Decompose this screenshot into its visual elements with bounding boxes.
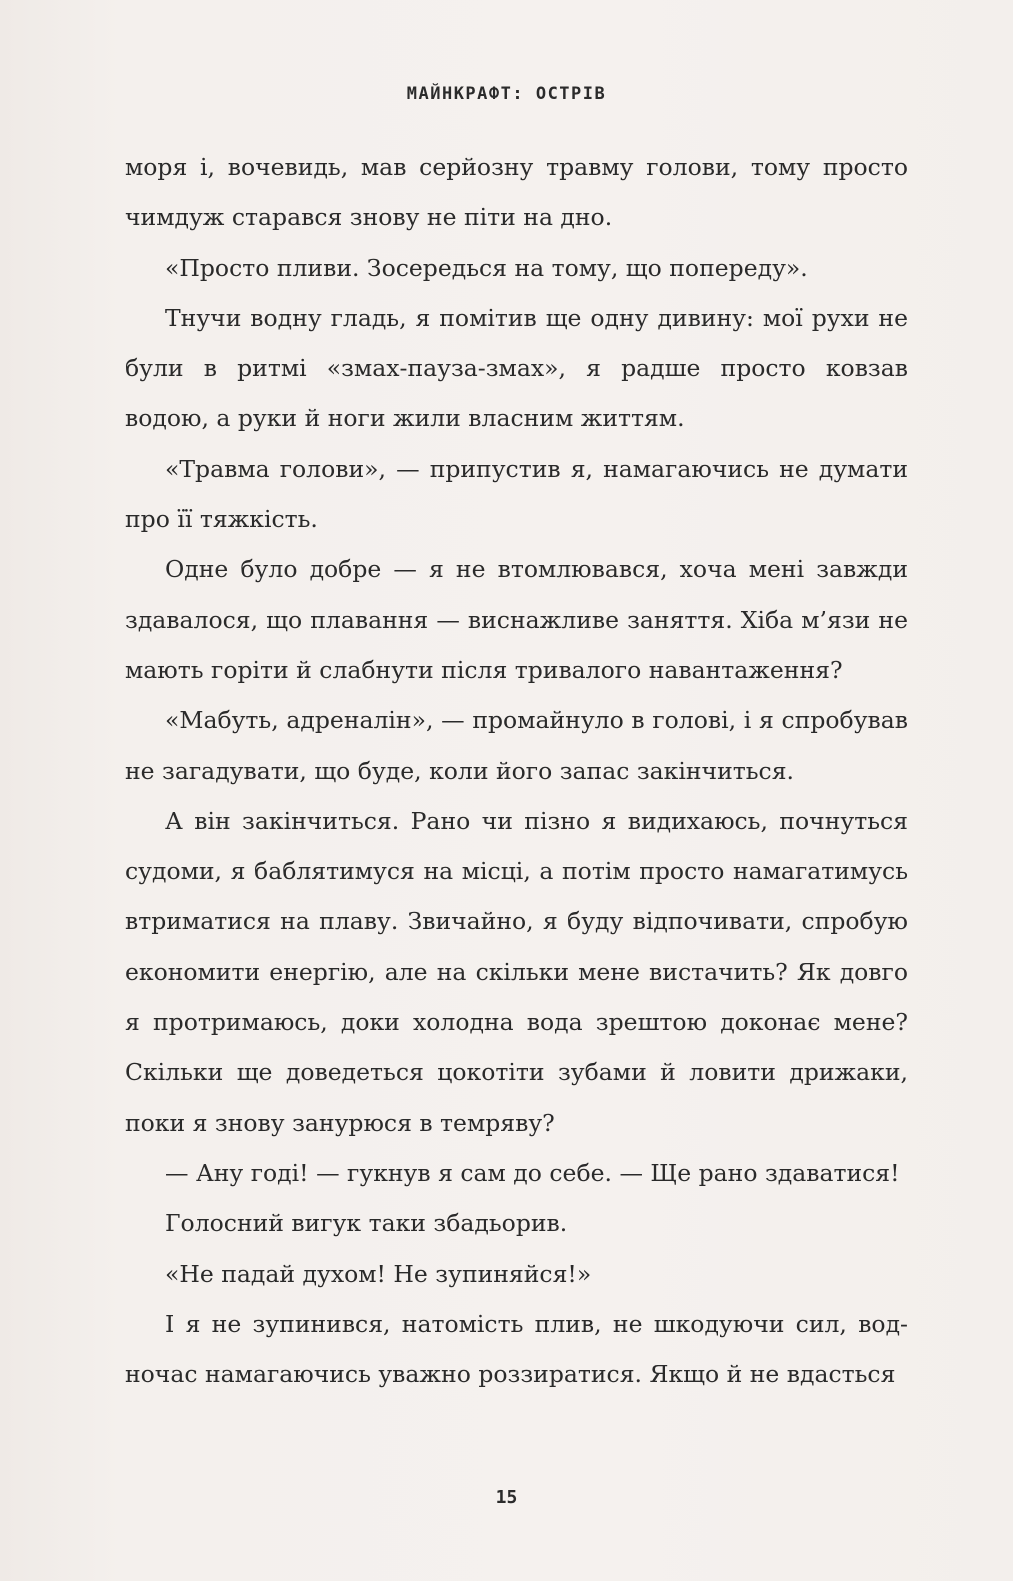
running-title: МАЙНКРАФТ: ОСТРІВ bbox=[406, 84, 607, 104]
paragraph-9: Голосний вигук таки збадьорив. bbox=[165, 1209, 568, 1238]
paragraph-3: Тнучи водну гладь, я помітив ще одну дивину: мої рухи не були в ритмі «змах-пауза-змах», я радше просто ковзав водою, а руки й ноги жили власним життям. bbox=[125, 303, 908, 433]
body-text bbox=[125, 142, 908, 1399]
paragraph-6: «Мабуть, адреналін», — промайнуло в голові, і я спробував не загадувати, що буде, коли його запас закінчиться. bbox=[125, 706, 908, 785]
page-number: 15 bbox=[495, 1487, 518, 1508]
paragraph-2: «Просто пливи. Зосередься на тому, що попереду». bbox=[165, 253, 808, 282]
paragraph-8: — Ану годі! — гукнув я сам до себе. — Ще рано здаватися! bbox=[165, 1158, 900, 1187]
paragraph-1: моря і, вочевидь, мав серйозну травму голови, тому просто чимдуж старався знову не піти на дно. bbox=[125, 153, 908, 232]
paragraph-10: «Не падай духом! Не зупиняйся!» bbox=[165, 1259, 592, 1288]
paragraph-11: І я не зупинився, натомість плив, не шкодуючи сил, водночас намагаючись уважно роззиратися. Якщо й не вдасться bbox=[125, 1309, 908, 1389]
paragraph-7: А він закінчиться. Рано чи пізно я видихаюсь, почнуться судоми, я баблятимуся на місці, а потім просто намагатимусь втриматися на плаву. Звичайно, я буду відпочивати, спробую економити енергію, але на скільки мене вистачить? Як довго я протримаюсь, доки холодна вода зрештою доконає мене? Скільки ще доведеться цокотіти зубами й ловити дрижаки, поки я знову занурюся в темряву? bbox=[125, 806, 908, 1137]
paragraph-4: «Травма голови», — припустив я, намагаючись не думати про її тяжкість. bbox=[125, 454, 908, 534]
paragraph-5: Одне було добре — я не втомлювався, хоча мені завжди здавалося, що плавання — виснажливе заняття. Хіба м’язи не мають горіти й слабнути після тривалого навантаження? bbox=[125, 555, 908, 684]
